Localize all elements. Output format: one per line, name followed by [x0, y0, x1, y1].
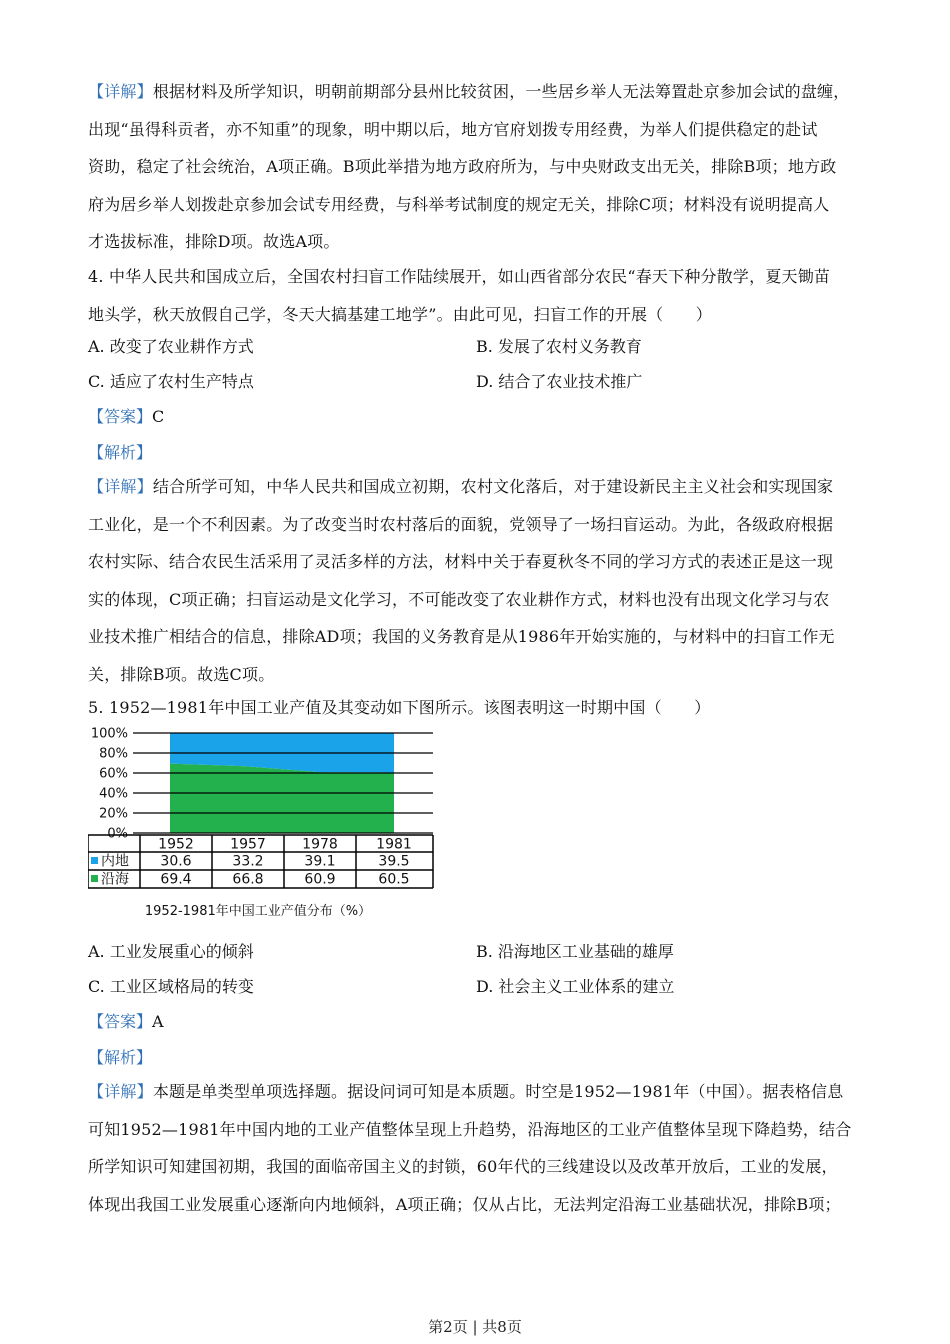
q4-stem-line: 地头学，秋天放假自己学，冬天大搞基建工地学”。由此可见，扫盲工作的开展（ ） — [88, 304, 712, 324]
q4-detail-line: 工业化，是一个不利因素。为了改变当时农村落后的面貌，党领导了一场扫盲运动。为此，各级政府根据 — [88, 514, 834, 534]
q4-detail-line: 业技术推广相结合的信息，排除AD项；我国的义务教育是从1986年开始实施的，与材料中的扫盲工作无 — [88, 627, 835, 646]
q5-detail-line — [88, 1073, 868, 1111]
q3-detail-line: 出现“虽得科贡者，亦不知重”的现象，明中期以后，地方官府划拨专用经费，为举人们提供稳定的赴试 — [88, 119, 818, 139]
y-tick-label: 0% — [107, 826, 128, 842]
q5-answer-value: A — [152, 1012, 164, 1031]
series-area-coastal — [170, 764, 394, 833]
analysis-tag: 【解析】 — [88, 443, 153, 462]
q4-options-row-2 — [88, 364, 868, 400]
q5-option-c: C. 工业区域格局的转变 — [88, 977, 254, 996]
q3-detail-line: 资助，稳定了社会统治，A项正确。B项此举措为地方政府所为，与中央财政支出无关，排除B项；地方政 — [88, 157, 837, 176]
q4-detail-line — [88, 468, 868, 506]
y-tick-label: 60% — [99, 766, 128, 782]
q5-options-row-2 — [88, 969, 868, 1005]
table-value-cell: 33.2 — [232, 853, 264, 870]
q5-detail-line: 体现出我国工业发展重心逐渐向内地倾斜，A项正确；仅从占比，无法判定沿海工业基础状况，排除B项； — [88, 1194, 841, 1214]
q4-option-c: C. 适应了农村生产特点 — [88, 372, 254, 391]
q5-option-a: A. 工业发展重心的倾斜 — [88, 942, 254, 961]
y-tick-label: 80% — [99, 746, 128, 762]
q4-option-d: D. 结合了农业技术推广 — [476, 372, 643, 391]
table-header-cell: 1957 — [230, 836, 266, 853]
detail-tag: 【详解】 — [88, 1082, 153, 1101]
q5-option-d: D. 社会主义工业体系的建立 — [476, 977, 675, 996]
q5-analysis-heading — [88, 1040, 152, 1076]
q5-options-row-1 — [88, 934, 868, 970]
table-value-cell: 66.8 — [232, 871, 264, 888]
table-value-cell: 39.1 — [304, 853, 336, 870]
q3-detail-line: 才选拔标准，排除D项。故选A项。 — [88, 232, 340, 251]
q4-option-b: B. 发展了农村义务教育 — [476, 337, 642, 356]
q4-detail — [88, 468, 868, 693]
q4-analysis-heading — [88, 435, 152, 471]
chart-areas — [170, 733, 394, 833]
q5-detail-line: 所学知识可知建国初期，我国的面临帝国主义的封锁，60年代的三线建设以及改革开放后，工业的发展， — [88, 1157, 838, 1176]
y-tick-label: 20% — [99, 806, 128, 822]
q4-answer-value: C — [152, 407, 165, 426]
q5-answer — [88, 1004, 164, 1040]
y-tick-label: 100% — [90, 726, 128, 742]
table-value-cell: 60.9 — [304, 871, 336, 888]
table-value-cell: 69.4 — [160, 871, 192, 888]
industrial-output-chart — [88, 725, 448, 925]
q4-options-row-1 — [88, 329, 868, 365]
table-value-cell: 39.5 — [378, 853, 410, 870]
q4-detail-line: 关，排除B项。故选C项。 — [88, 664, 275, 684]
chart-title: 1952-1981年中国工业产值分布（%） — [144, 904, 372, 919]
q4-detail-text: 结合所学可知，中华人民共和国成立初期，农村文化落后，对于建设新民主主义社会和实现国家 — [152, 477, 834, 496]
q4-detail-line: 实的体现，C项正确；扫盲运动是文化学习，不可能改变了农业耕作方式，材料也没有出现文化学习与农 — [88, 589, 830, 609]
table-header-cell: 1978 — [302, 836, 338, 853]
detail-tag: 【详解】 — [88, 477, 153, 496]
page-footer: 第2页 | 共8页 — [428, 1318, 522, 1336]
q4-answer — [88, 399, 164, 435]
legend-swatch — [91, 857, 98, 864]
q5-detail-line: 可知1952—1981年中国内地的工业产值整体呈现上升趋势，沿海地区的工业产值整体呈现下降趋势，结合 — [88, 1119, 852, 1139]
q3-detail — [88, 73, 868, 261]
legend-label: 内地 — [101, 853, 129, 870]
q4-detail-line: 农村实际、结合农民生活采用了灵活多样的方法，材料中关于春夏秋冬不同的学习方式的表述正是这一现 — [88, 552, 834, 571]
table-header-cell: 1952 — [158, 836, 194, 853]
table-header-cell: 1981 — [376, 836, 412, 853]
answer-tag: 【答案】 — [88, 407, 153, 426]
q5-detail — [88, 1073, 868, 1223]
y-tick-label: 40% — [99, 786, 128, 802]
q4-stem — [88, 258, 868, 333]
q5-option-b: B. 沿海地区工业基础的雄厚 — [476, 942, 674, 961]
q3-detail-text: 根据材料及所学知识，明朝前期部分县州比较贫困，一些居乡举人无法筹置赴京参加会试的盘缠， — [152, 82, 850, 101]
table-value-cell: 30.6 — [160, 853, 192, 870]
table-value-cell: 60.5 — [378, 871, 410, 888]
q3-detail-line: 府为居乡举人划拨赴京参加会试专用经费，与科举考试制度的规定无关，排除C项；材料没有说明提高人 — [88, 194, 830, 214]
answer-tag: 【答案】 — [88, 1012, 153, 1031]
q4-option-a: A. 改变了农业耕作方式 — [88, 337, 254, 356]
q5-stem-line: 5. 1952—1981年中国工业产值及其变动如下图所示。该图表明这一时期中国（ ） — [88, 698, 711, 717]
chart-data-table — [88, 835, 433, 888]
detail-tag: 【详解】 — [88, 82, 153, 101]
analysis-tag: 【解析】 — [88, 1048, 153, 1067]
q5-detail-text: 本题是单类型单项选择题。据设问词可知是本质题。时空是1952—1981年（中国）。据表格信息 — [152, 1082, 844, 1101]
q5-stem — [88, 689, 868, 727]
q3-detail-line — [88, 73, 868, 111]
q4-stem-line: 4. 中华人民共和国成立后，全国农村扫盲工作陆续展开，如山西省部分农民“春天下种分散学，夏天锄苗 — [88, 267, 831, 286]
legend-label: 沿海 — [101, 871, 129, 888]
chart-y-ticks — [91, 727, 128, 842]
legend-swatch — [91, 875, 98, 882]
